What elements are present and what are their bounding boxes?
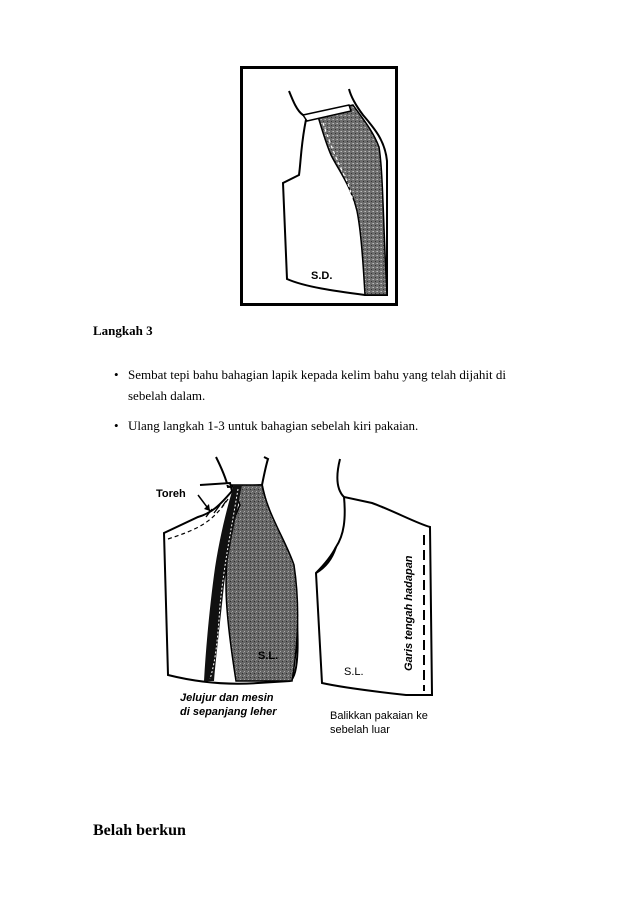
bullet-marker: • — [114, 367, 119, 382]
bullet-text: Sembat tepi bahu bahagian lapik kepada kelim bahu yang telah dijahit di sebelah dalam. — [128, 367, 506, 403]
label-toreh: Toreh — [156, 488, 186, 500]
section-title-belah-berkun: Belah berkun — [93, 822, 186, 839]
label-garis-tengah-hadapan: Garis tengah hadapan — [403, 555, 415, 671]
right-caption-line2: sebelah luar — [330, 724, 390, 736]
label-sd: S.D. — [311, 270, 333, 282]
top-garment-illustration — [240, 66, 398, 306]
bullet-text: Ulang langkah 1-3 untuk bahagian sebelah kiri pakaian. — [128, 418, 419, 433]
bullet-marker: • — [114, 418, 119, 433]
bodice-drawing — [245, 71, 397, 305]
bottom-garment-illustration — [140, 455, 450, 755]
two-bodice-drawing — [140, 455, 450, 755]
step3-heading: Langkah 3 — [93, 323, 153, 338]
label-sl-left: S.L. — [258, 650, 279, 662]
left-caption-line2: di sepanjang leher — [180, 706, 277, 718]
left-caption-line1: Jelujur dan mesin — [180, 692, 274, 704]
label-sl-right: S.L. — [344, 666, 364, 678]
right-caption-line1: Balikkan pakaian ke — [330, 710, 428, 722]
